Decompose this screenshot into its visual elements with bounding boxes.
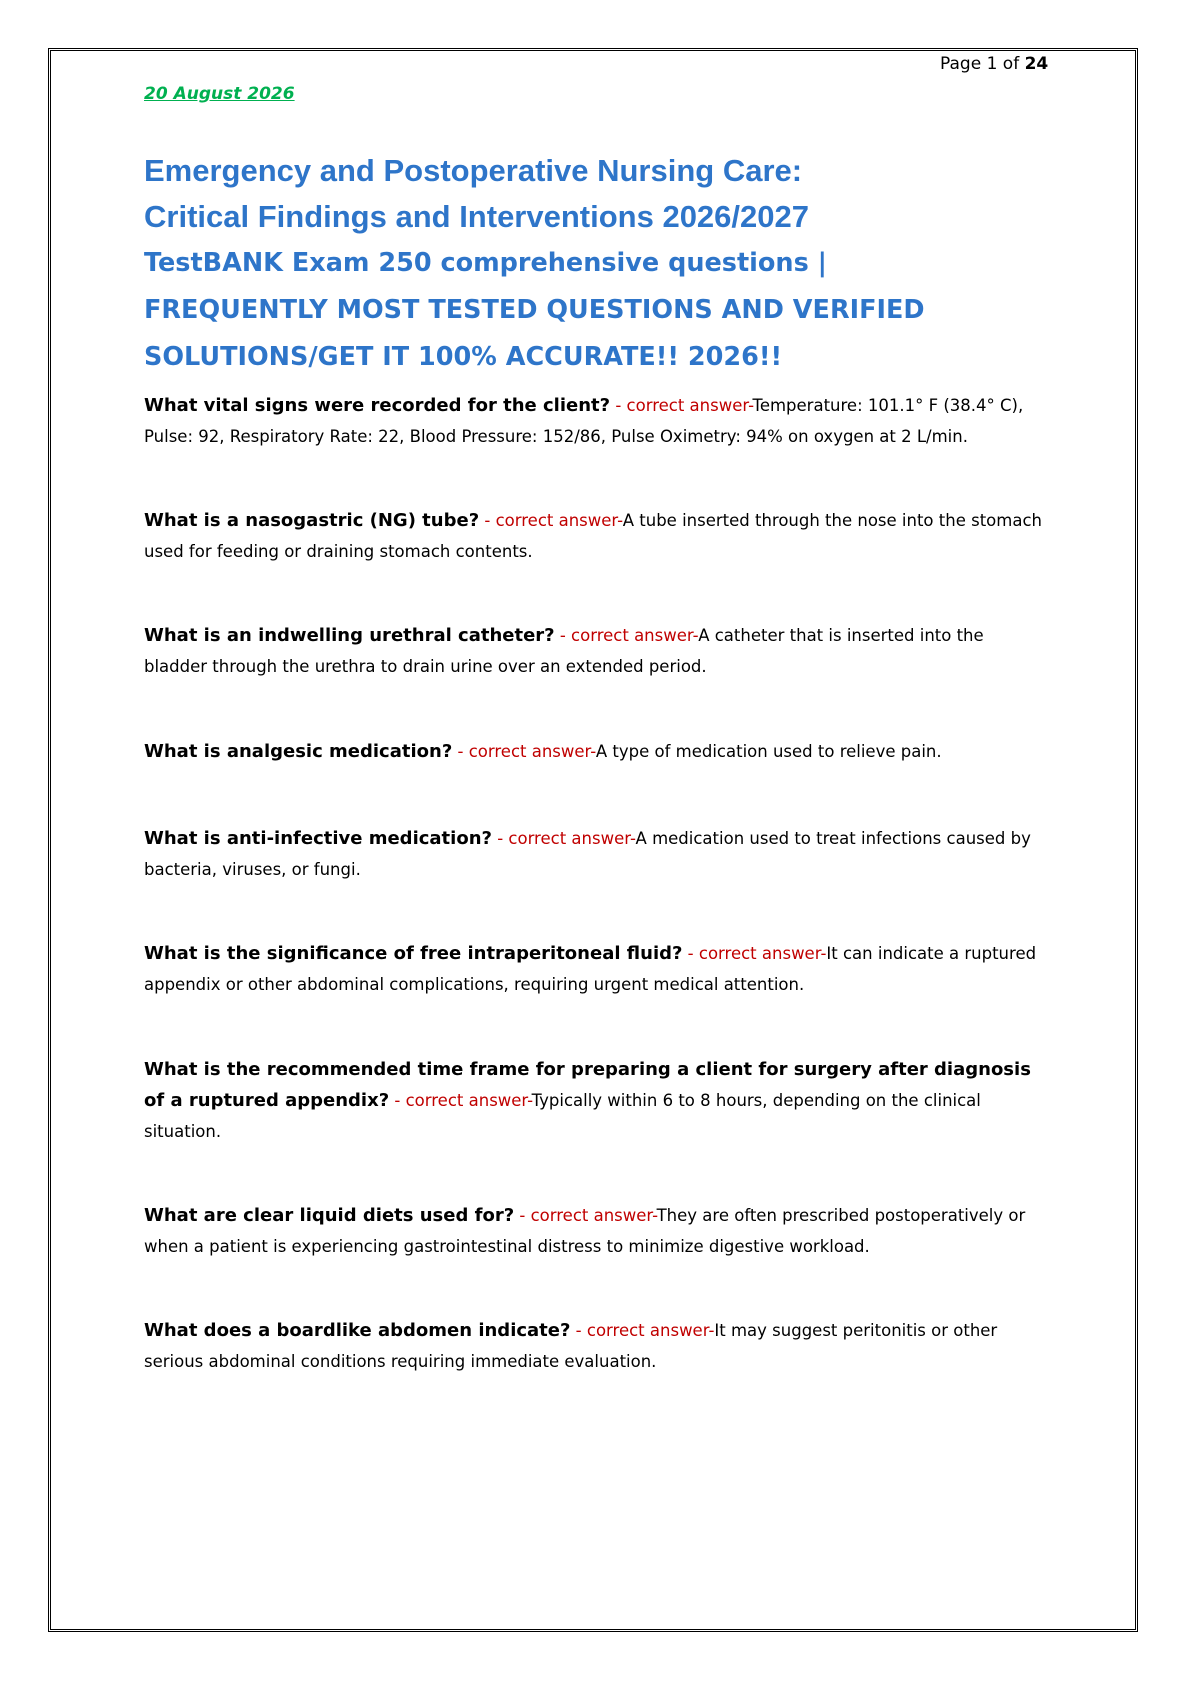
page-label: Page xyxy=(940,54,987,74)
page-number xyxy=(940,54,1048,74)
question-text: What is an indwelling urethral catheter? xyxy=(144,625,555,646)
answer-marker: - correct answer- xyxy=(610,396,753,415)
answer-text: It can indicate a ruptured appendix or other abdominal complications, requiring urgent medical attention. xyxy=(144,944,1037,994)
document-title xyxy=(144,148,1044,381)
answer-text: A catheter that is inserted into the bladder through the urethra to drain urine over an extended period. xyxy=(144,626,984,676)
qa-item xyxy=(144,390,1044,452)
answer-text: They are often prescribed postoperatively or when a patient is experiencing gastrointestinal distress to minimize digestive workload. xyxy=(144,1206,1026,1256)
qa-item xyxy=(144,938,1044,1000)
title-line-5: SOLUTIONS/GET IT 100% ACCURATE!! 2026!! xyxy=(144,342,783,372)
qa-item xyxy=(144,1054,1044,1147)
title-line-2: Critical Findings and Interventions 2026/2027 xyxy=(144,199,809,234)
answer-marker: - correct answer- xyxy=(389,1091,532,1110)
question-text: What is analgesic medication? xyxy=(144,741,453,762)
question-text: What is anti-infective medication? xyxy=(144,828,492,849)
answer-text: Typically within 6 to 8 hours, depending on the clinical situation. xyxy=(144,1091,981,1141)
answer-text: A medication used to treat infections caused by bacteria, viruses, or fungi. xyxy=(144,829,1031,879)
qa-item xyxy=(144,505,1044,567)
answer-marker: - correct answer- xyxy=(491,829,636,848)
document-date: 20 August 2026 xyxy=(144,84,295,104)
page-current: 1 xyxy=(986,54,998,74)
question-text: What is the significance of free intraperitoneal fluid? xyxy=(144,943,683,964)
qa-item xyxy=(144,1315,1044,1377)
title-line-4: FREQUENTLY MOST TESTED QUESTIONS AND VERIFIED xyxy=(144,295,925,325)
page-total: 24 xyxy=(1024,54,1049,74)
answer-text: A tube inserted through the nose into the stomach used for feeding or draining stomach contents. xyxy=(144,511,1042,561)
question-text: What does a boardlike abdomen indicate? xyxy=(144,1320,571,1341)
qa-item xyxy=(144,823,1044,885)
answer-marker: - correct answer- xyxy=(570,1321,715,1340)
answer-text: A type of medication used to relieve pain. xyxy=(595,742,942,761)
qa-item xyxy=(144,620,1044,682)
answer-text: Temperature: 101.1° F (38.4° C), Pulse: 92, Respiratory Rate: 22, Blood Pressure: 152/86, Pulse Oximetry: 94% on oxygen at 2 L/min. xyxy=(144,396,1024,446)
question-text: What is a nasogastric (NG) tube? xyxy=(144,510,480,531)
answer-marker: - correct answer- xyxy=(452,742,596,761)
answer-marker: - correct answer- xyxy=(479,511,623,530)
question-text: What vital signs were recorded for the client? xyxy=(144,395,611,416)
answer-marker: - correct answer- xyxy=(682,944,827,963)
answer-text: It may suggest peritonitis or other serious abdominal conditions requiring immediate evaluation. xyxy=(144,1321,998,1371)
answer-marker: - correct answer- xyxy=(554,626,699,645)
page-of: of xyxy=(997,54,1025,74)
qa-item xyxy=(144,1200,1044,1262)
question-text: What are clear liquid diets used for? xyxy=(144,1205,515,1226)
question-text: What is the recommended time frame for preparing a client for surgery after diagnosis of a ruptured appendix? xyxy=(144,1059,1031,1111)
title-line-1: Emergency and Postoperative Nursing Care: xyxy=(144,153,803,188)
answer-marker: - correct answer- xyxy=(514,1206,657,1225)
title-line-3: TestBANK Exam 250 comprehensive questions | xyxy=(144,248,827,278)
qa-item xyxy=(144,736,1044,767)
